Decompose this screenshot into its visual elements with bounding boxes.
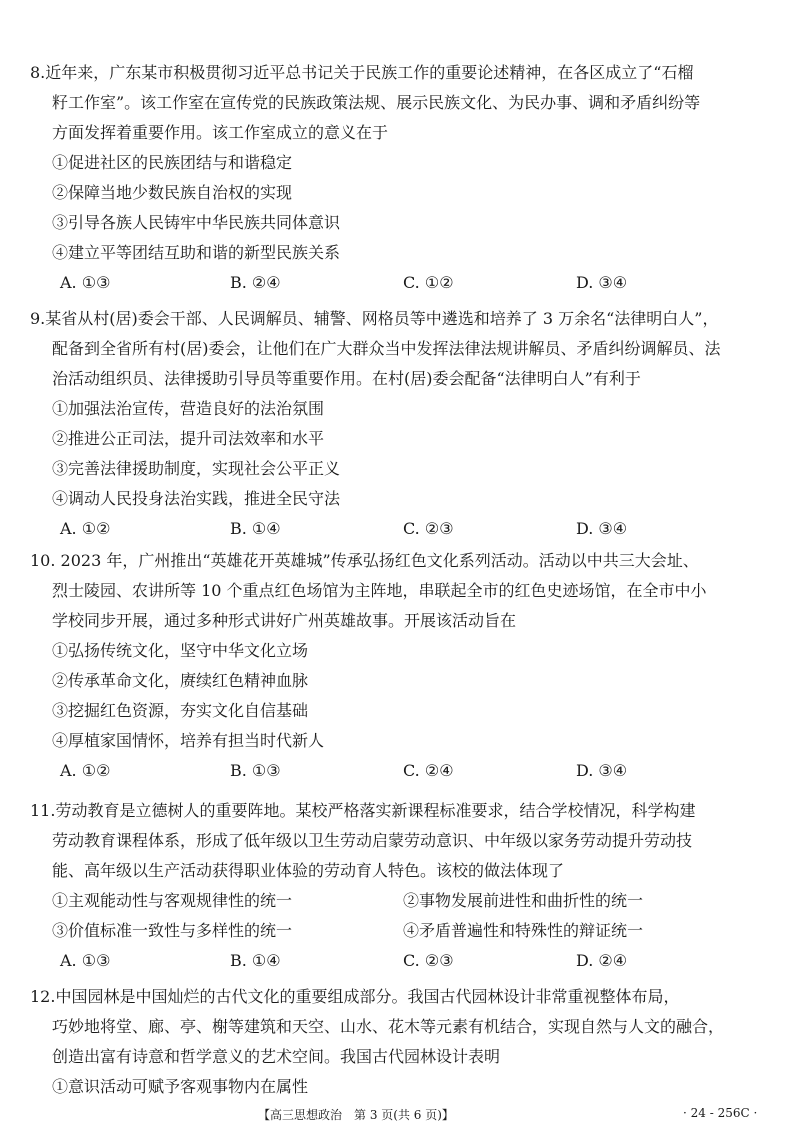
statement-option: ④厚植家国情怀，培养有担当时代新人 xyxy=(52,731,325,750)
statement-option: ③价值标准一致性与多样性的统一 xyxy=(52,921,293,940)
footer-exam-code: · 24 - 256C · xyxy=(683,1106,758,1120)
statement-option: ①加强法治宣传，营造良好的法治氛围 xyxy=(52,399,325,418)
statement-option: ③挖掘红色资源，夯实文化自信基础 xyxy=(52,701,309,720)
question-stem xyxy=(30,982,785,1072)
stem-line: 治活动组织员、法律援助引导员等重要作用。在村(居)委会配备“法律明白人”有利于 xyxy=(52,369,641,388)
choice-a: A. ①② xyxy=(60,519,111,538)
statement-option: ②推进公正司法，提升司法效率和水平 xyxy=(52,429,325,448)
statement-option: ③引导各族人民铸牢中华民族共同体意识 xyxy=(52,213,341,232)
choice-c: C. ①② xyxy=(403,273,454,292)
stem-line: 方面发挥着重要作用。该工作室成立的意义在于 xyxy=(52,123,389,142)
statement-option: ①意识活动可赋予客观事物内在属性 xyxy=(52,1077,309,1096)
stem-line: 能、高年级以生产活动获得职业体验的劳动育人特色。该校的做法体现了 xyxy=(52,861,565,880)
answer-choices xyxy=(30,756,785,786)
question-11 xyxy=(30,796,785,976)
choice-d: D. ③④ xyxy=(576,273,628,292)
statement-option: ①主观能动性与客观规律性的统一 xyxy=(52,891,293,910)
statement-option-row xyxy=(30,916,785,946)
statement-option: ②传承革命文化，赓续红色精神血脉 xyxy=(52,671,309,690)
stem-line: 10. 2023 年，广州推出“英雄花开英雄城”传承弘扬红色文化系列活动。活动以中共三大会址、 xyxy=(30,551,699,570)
stem-line: 11.劳动教育是立德树人的重要阵地。某校严格落实新课程标准要求，结合学校情况，科学构建 xyxy=(30,801,696,820)
statement-option: ④调动人民投身法治实践，推进全民守法 xyxy=(52,489,341,508)
stem-line: 创造出富有诗意和哲学意义的艺术空间。我国古代园林设计表明 xyxy=(52,1047,501,1066)
choice-a: A. ①② xyxy=(60,761,111,780)
stem-line: 配备到全省所有村(居)委会，让他们在广大群众当中发挥法律法规讲解员、矛盾纠纷调解员、法 xyxy=(52,339,721,358)
answer-choices xyxy=(30,268,785,298)
choice-c: C. ②④ xyxy=(403,761,454,780)
choice-c: C. ②③ xyxy=(403,951,454,970)
statement-option: ①促进社区的民族团结与和谐稳定 xyxy=(52,153,293,172)
page-footer xyxy=(0,1104,794,1122)
choice-c: C. ②③ xyxy=(403,519,454,538)
stem-line: 劳动教育课程体系，形成了低年级以卫生劳动启蒙劳动意识、中年级以家务劳动提升劳动技 xyxy=(52,831,693,850)
stem-line: 烈士陵园、农讲所等 10 个重点红色场馆为主阵地，串联起全市的红色史迹场馆，在全市中小 xyxy=(52,581,707,600)
stem-line: 巧妙地将堂、廊、亭、榭等建筑和天空、山水、花木等元素有机结合，实现自然与人文的融合， xyxy=(52,1017,725,1036)
statement-option: ④建立平等团结互助和谐的新型民族关系 xyxy=(52,243,341,262)
question-9 xyxy=(30,304,785,544)
question-10 xyxy=(30,546,785,786)
footer-page-info: 【高三思想政治 第 3 页(共 6 页)】 xyxy=(258,1108,454,1122)
statement-option: ④矛盾普遍性和特殊性的辩证统一 xyxy=(403,921,644,940)
question-stem xyxy=(30,546,785,636)
statement-option: ①弘扬传统文化，坚守中华文化立场 xyxy=(52,641,309,660)
question-12 xyxy=(30,982,785,1102)
question-stem xyxy=(30,304,785,394)
stem-line: 8.近年来，广东某市积极贯彻习近平总书记关于民族工作的重要论述精神，在各区成立了“石榴 xyxy=(30,63,694,82)
stem-line: 学校同步开展，通过多种形式讲好广州英雄故事。开展该活动旨在 xyxy=(52,611,517,630)
statement-option: ③完善法律援助制度，实现社会公平正义 xyxy=(52,459,341,478)
choice-d: D. ③④ xyxy=(576,519,628,538)
question-stem xyxy=(30,58,785,148)
choice-b: B. ①③ xyxy=(230,761,281,780)
choice-a: A. ①③ xyxy=(60,951,111,970)
answer-choices xyxy=(30,946,785,976)
choice-b: B. ②④ xyxy=(230,273,281,292)
choice-a: A. ①③ xyxy=(60,273,111,292)
question-stem xyxy=(30,796,785,886)
stem-line: 籽工作室”。该工作室在宣传党的民族政策法规、展示民族文化、为民办事、调和矛盾纠纷等 xyxy=(52,93,701,112)
answer-choices xyxy=(30,514,785,544)
choice-b: B. ①④ xyxy=(230,951,281,970)
choice-d: D. ②④ xyxy=(576,951,628,970)
choice-b: B. ①④ xyxy=(230,519,281,538)
statement-option-row xyxy=(30,886,785,916)
statement-option: ②保障当地少数民族自治权的实现 xyxy=(52,183,293,202)
question-8 xyxy=(30,58,785,298)
statement-option: ②事物发展前进性和曲折性的统一 xyxy=(403,891,644,910)
stem-line: 9.某省从村(居)委会干部、人民调解员、辅警、网格员等中遴选和培养了 3 万余名“法律明白人”， xyxy=(30,309,719,328)
stem-line: 12.中国园林是中国灿烂的古代文化的重要组成部分。我国古代园林设计非常重视整体布局， xyxy=(30,987,680,1006)
choice-d: D. ③④ xyxy=(576,761,628,780)
